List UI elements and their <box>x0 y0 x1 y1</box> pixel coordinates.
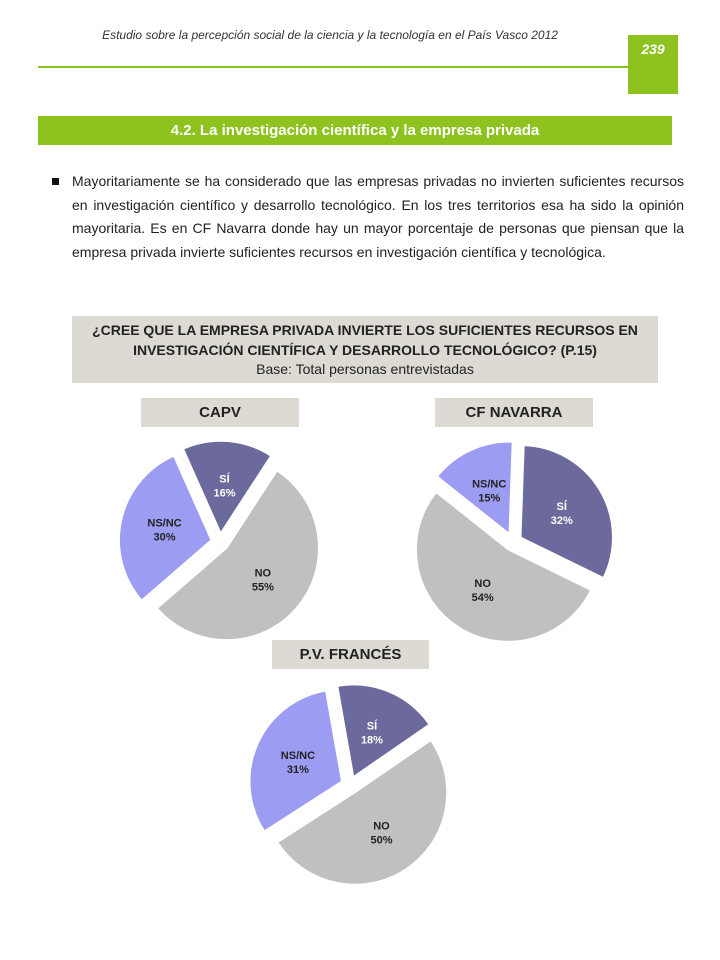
chart-title-cf-navarra: CF NAVARRA <box>435 398 593 427</box>
slice-value-nsnc: 30% <box>153 531 176 544</box>
pie-chart-cf-navarra-svg <box>393 430 633 650</box>
page-number-box <box>628 35 678 94</box>
pie-chart-pv-frances <box>230 673 470 893</box>
slice-label-no: NO <box>373 820 390 833</box>
slice-label-nsnc: NS/NC <box>280 750 316 763</box>
question-line-2: INVESTIGACIÓN CIENTÍFICA Y DESARROLLO TECNOLÓGICO? (P.15) <box>133 342 597 358</box>
page-number: 239 <box>641 41 665 57</box>
chart-title-capv: CAPV <box>141 398 299 427</box>
slice-value-nsnc: 15% <box>478 492 501 505</box>
slice-value-no: 55% <box>251 581 274 594</box>
slice-label-nsnc: NS/NC <box>147 517 182 530</box>
chart-title-pv-frances: P.V. FRANCÉS <box>272 640 429 669</box>
slice-label-no: NO <box>474 578 491 591</box>
question-box <box>72 316 658 383</box>
pie-chart-capv <box>100 430 340 650</box>
body-paragraph: Mayoritariamente se ha considerado que las empresas privadas no invierten suficientes recursos en investigación científico y desarrollo tecnológico. En los tres territorios esa ha sido la opinión mayoritaria. Es en CF Navarra donde hay un mayor porcentaje de personas que piensan que la empresa privada invierte suficientes recursos en investigación científica y tecnológica. <box>72 173 684 260</box>
slice-value-no: 54% <box>471 592 494 605</box>
header-rule <box>38 66 628 68</box>
pie-chart-cf-navarra <box>393 430 633 650</box>
slice-value-no: 50% <box>370 834 393 847</box>
slice-value-si: 32% <box>550 514 573 527</box>
running-header-title: Estudio sobre la percepción social de la ciencia y la tecnología en el País Vasco 2012 <box>102 28 558 42</box>
pie-chart-capv-svg <box>100 430 340 650</box>
slice-value-si: 16% <box>213 487 236 500</box>
slice-label-si: SÍ <box>556 500 567 513</box>
slice-value-si: 18% <box>360 734 383 747</box>
slice-label-si: SÍ <box>219 473 230 486</box>
slice-label-si: SÍ <box>366 720 378 733</box>
slice-value-nsnc: 31% <box>286 764 309 777</box>
slice-label-nsnc: NS/NC <box>472 478 507 491</box>
pie-chart-pv-frances-svg <box>230 673 470 893</box>
bullet-icon <box>52 178 59 185</box>
section-title: 4.2. La investigación científica y la empresa privada <box>38 116 672 145</box>
question-base: Base: Total personas entrevistadas <box>256 361 474 377</box>
question-line-1: ¿CREE QUE LA EMPRESA PRIVADA INVIERTE LOS SUFICIENTES RECURSOS EN <box>92 322 638 338</box>
slice-label-no: NO <box>254 567 272 580</box>
